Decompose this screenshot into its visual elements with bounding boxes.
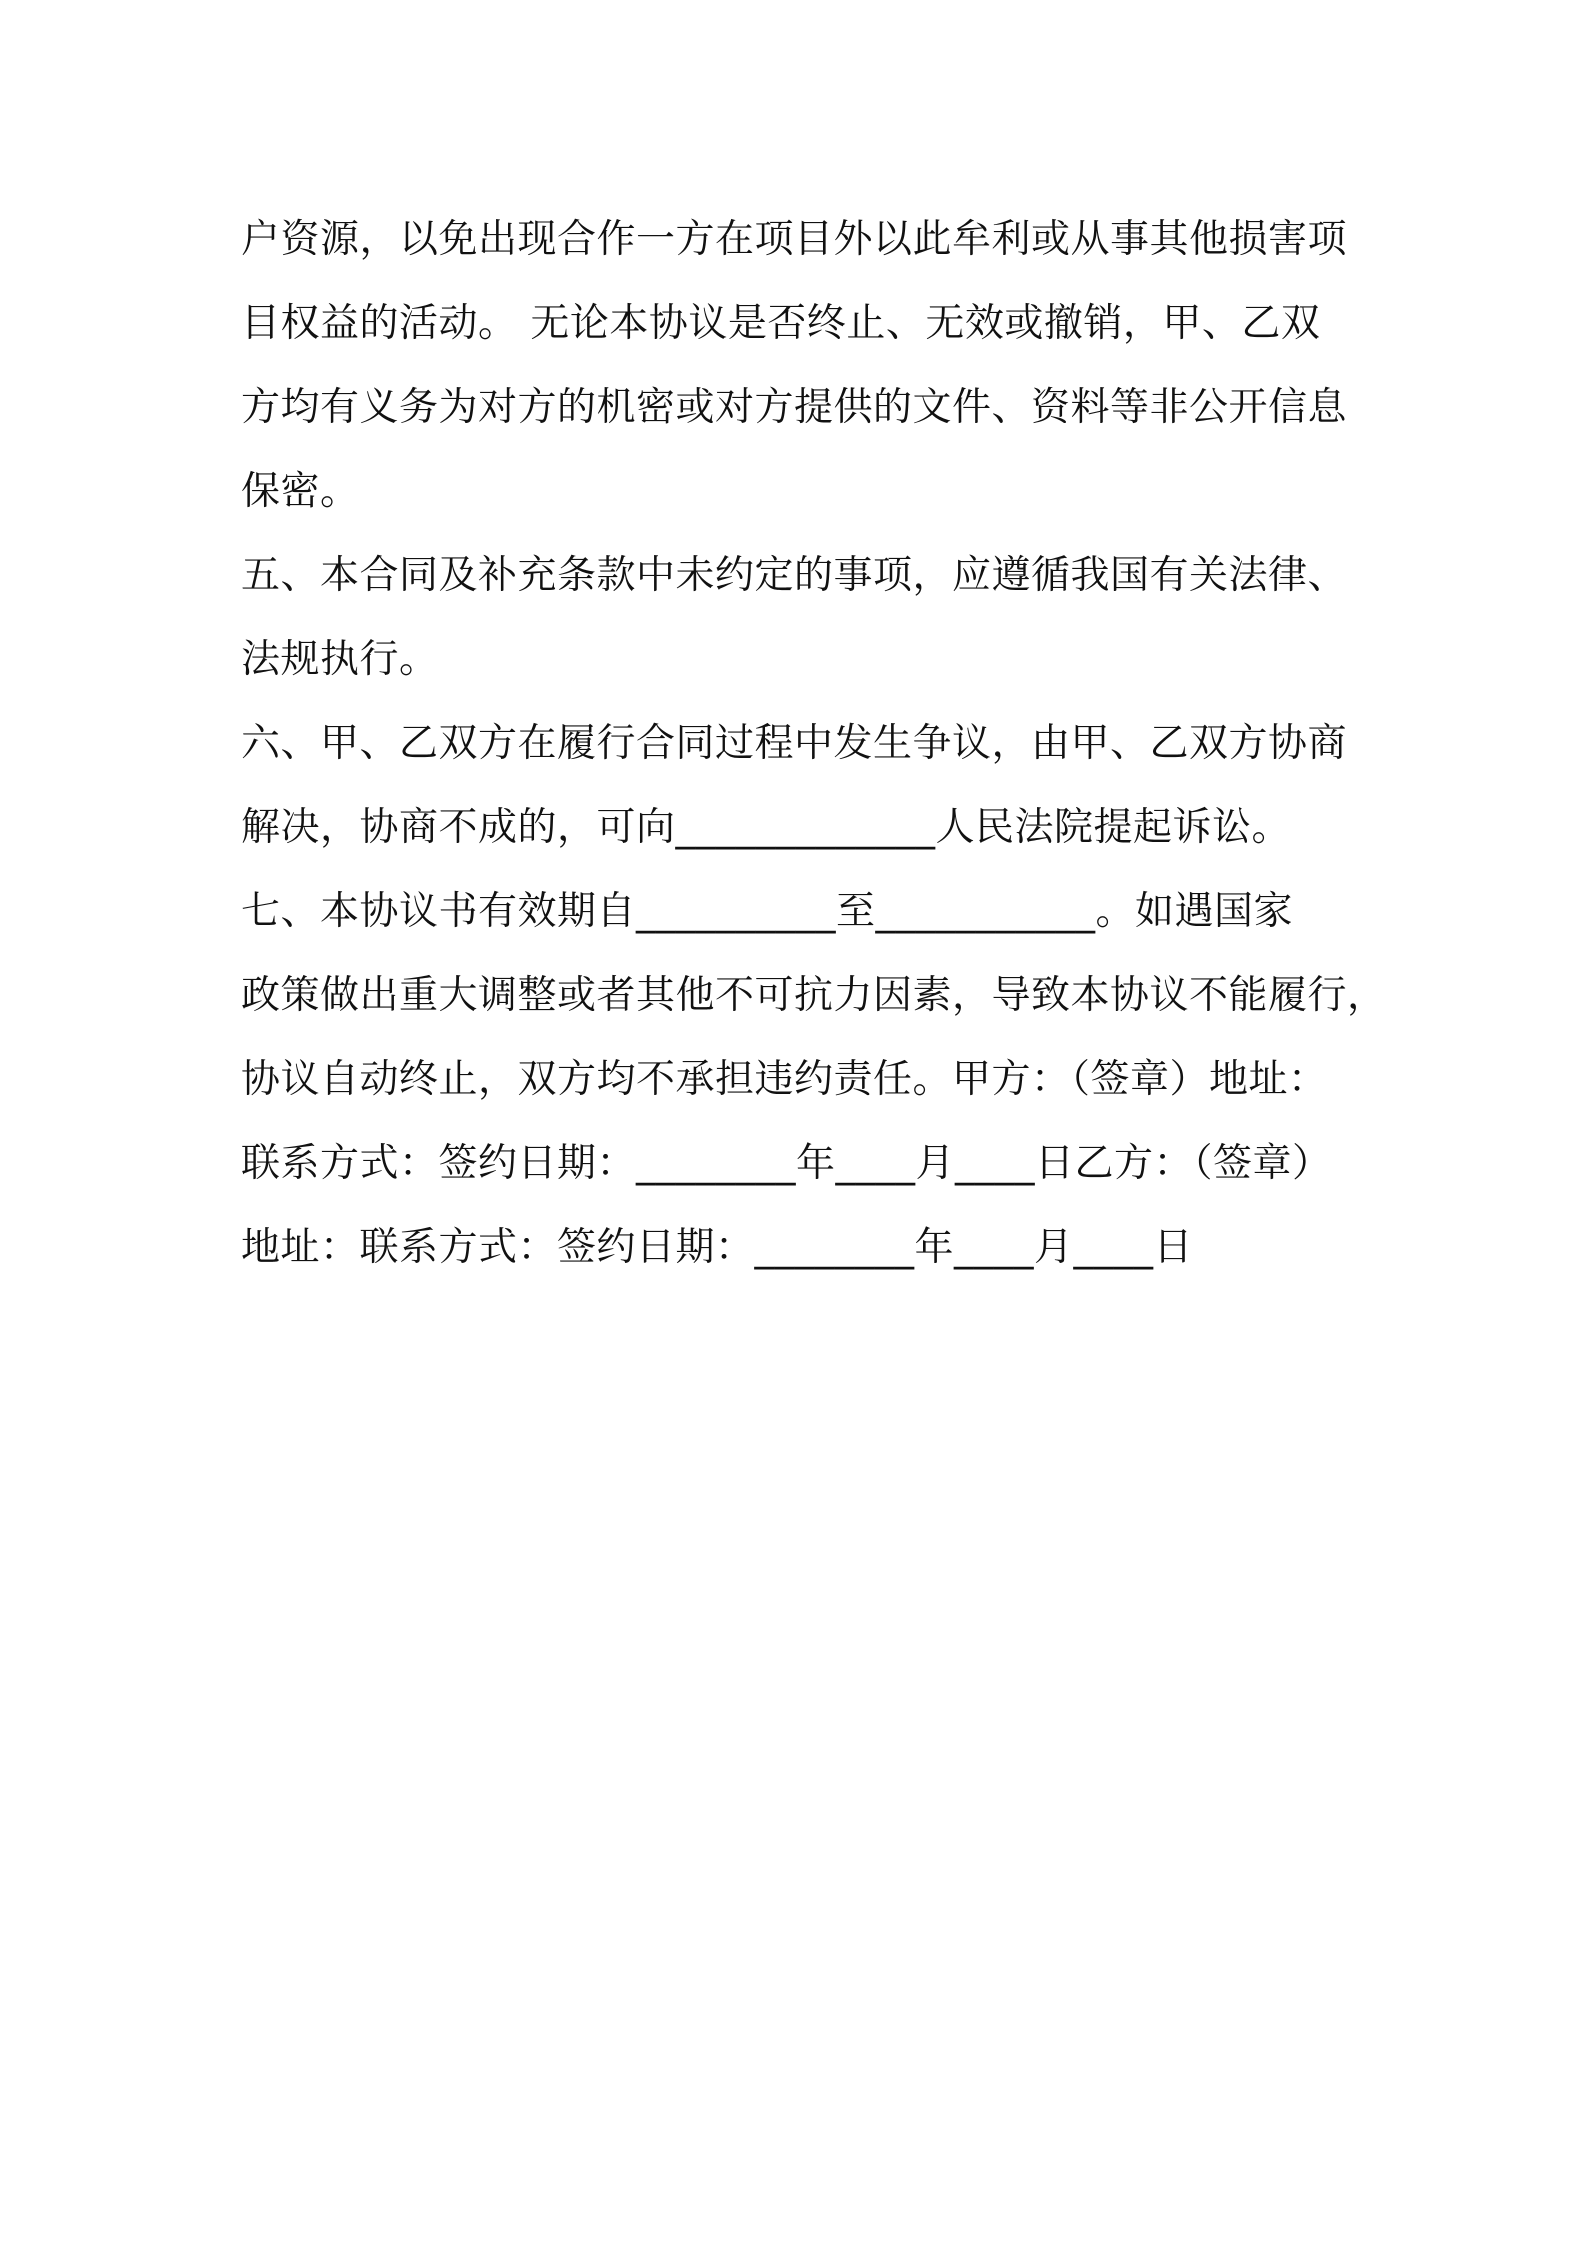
document-body: [241, 198, 1387, 1290]
clause-six: 六、甲、乙双方在履行合同过程中发生争议，由甲、乙双方协商: [241, 721, 1348, 766]
clause-five: 五、本合同及补充条款中未约定的事项，应遵循我国有关法律、: [241, 553, 1348, 598]
signature-line-party-b: 地址：联系方式：签约日期：________年____月____日: [241, 1225, 1194, 1270]
text-line: 法规执行。: [241, 637, 439, 682]
clause-seven: 七、本协议书有效期自__________至___________。如遇国家: [241, 889, 1294, 934]
text-line: 协议自动终止，双方均不承担违约责任。甲方：（签章）地址：: [241, 1057, 1328, 1102]
text-line: 户资源，以免出现合作一方在项目外以此牟利或从事其他损害项: [241, 217, 1348, 262]
signature-line-party-a: 联系方式：签约日期：________年____月____日乙方：（签章）: [241, 1141, 1332, 1186]
text-line: 解决，协商不成的，可向_____________人民法院提起诉讼。: [241, 805, 1292, 850]
text-line: 政策做出重大调整或者其他不可抗力因素，导致本协议不能履行，: [241, 973, 1387, 1018]
text-line: 目权益的活动。 无论本协议是否终止、无效或撤销，甲、乙双: [241, 301, 1321, 346]
text-line: 方均有义务为对方的机密或对方提供的文件、资料等非公开信息: [241, 385, 1348, 430]
text-line: 保密。: [241, 469, 360, 514]
